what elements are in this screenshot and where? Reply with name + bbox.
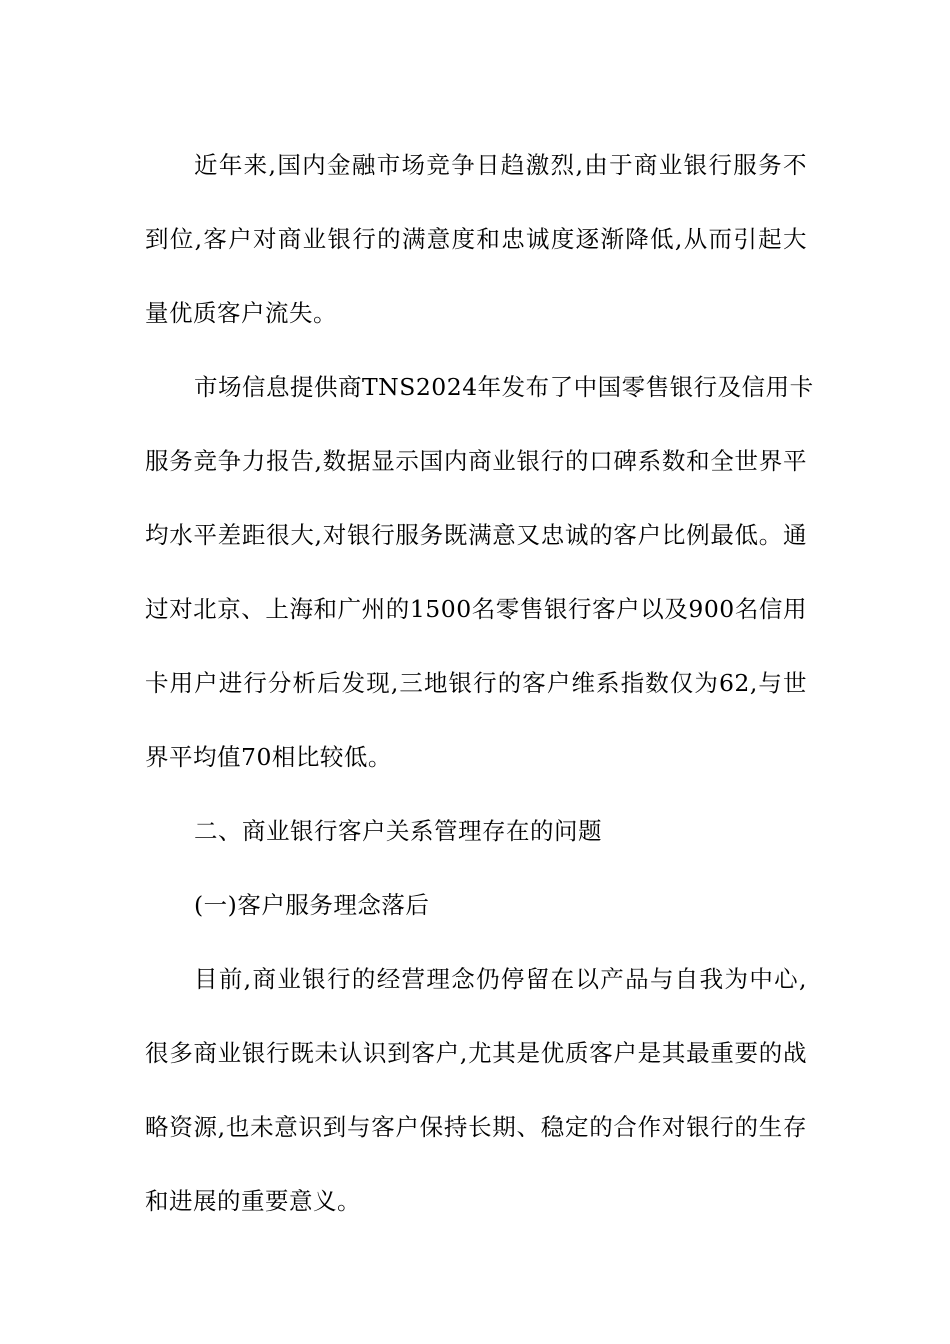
- text-line: 市场信息提供商TNS2024年发布了中国零售银行及信用卡: [194, 373, 814, 401]
- paragraph-service-concept: [145, 942, 807, 1238]
- text-line: 服务竞争力报告,数据显示国内商业银行的口碑系数和全世界平: [145, 447, 807, 475]
- paragraph-tns-report: [145, 350, 814, 794]
- text-line: 目前,商业银行的经营理念仍停留在以产品与自我为中心,: [194, 965, 807, 993]
- text-line: 和进展的重要意义。: [145, 1187, 361, 1215]
- text-line: 过对北京、上海和广州的1500名零售银行客户以及900名信用: [145, 595, 807, 623]
- text-line: 卡用户进行分析后发现,三地银行的客户维系指数仅为62,与世: [145, 669, 807, 697]
- text-line: 近年来,国内金融市场竞争日趋激烈,由于商业银行服务不: [194, 151, 807, 179]
- document-body: [145, 128, 814, 1238]
- text-line: 略资源,也未意识到与客户保持长期、稳定的合作对银行的生存: [145, 1113, 807, 1141]
- text-line: 界平均值70相比较低。: [145, 743, 392, 771]
- text-line: 到位,客户对商业银行的满意度和忠诚度逐渐降低,从而引起大: [145, 225, 807, 253]
- text-line: 很多商业银行既未认识到客户,尤其是优质客户是其最重要的战: [145, 1039, 807, 1067]
- subheading-text: (一)客户服务理念落后: [194, 891, 430, 919]
- subsection-heading: [145, 868, 807, 942]
- text-line: 均水平差距很大,对银行服务既满意又忠诚的客户比例最低。通: [145, 521, 807, 549]
- paragraph-market-competition: [145, 128, 807, 350]
- heading-text: 二、商业银行客户关系管理存在的问题: [194, 817, 602, 845]
- section-heading: [145, 794, 807, 868]
- text-line: 量优质客户流失。: [145, 299, 337, 327]
